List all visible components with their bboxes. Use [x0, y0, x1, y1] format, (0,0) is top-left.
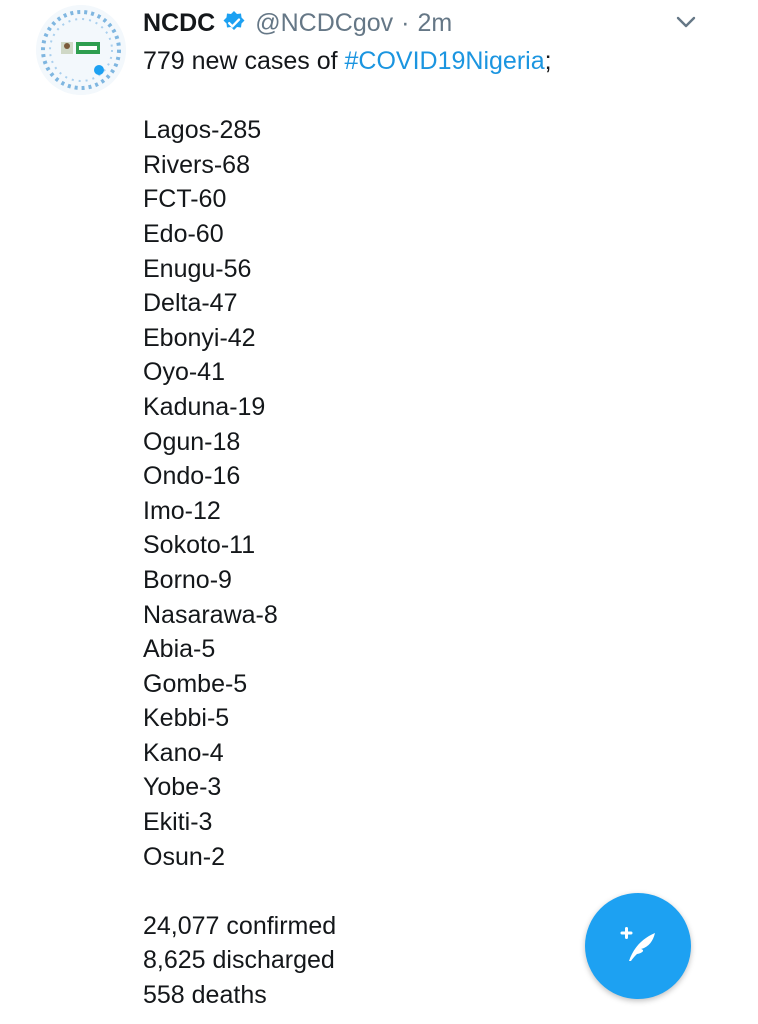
state-line: Imo-12 — [143, 496, 221, 525]
state-line: Delta-47 — [143, 289, 238, 318]
spacer — [143, 874, 552, 909]
state-line: Abia-5 — [143, 635, 216, 664]
state-line: Borno-9 — [143, 565, 232, 594]
state-line: Ekiti-3 — [143, 808, 213, 837]
compose-tweet-icon — [615, 921, 661, 972]
header-separator: · — [401, 8, 410, 37]
verified-badge-icon — [221, 10, 247, 36]
state-line: Kano-4 — [143, 738, 224, 767]
tweet-header — [143, 6, 452, 40]
state-line: FCT-60 — [143, 185, 227, 214]
author-name[interactable]: NCDC — [143, 8, 216, 37]
chevron-down-icon[interactable] — [672, 10, 700, 34]
state-line: Kebbi-5 — [143, 704, 230, 733]
state-line: Oyo-41 — [143, 358, 225, 387]
discharged-total: 8,625 discharged — [143, 946, 335, 975]
totals-list — [143, 909, 552, 1013]
spacer — [143, 79, 552, 114]
state-line: Lagos-285 — [143, 116, 262, 145]
hashtag-link[interactable]: #COVID19Nigeria — [344, 47, 545, 75]
state-line: Osun-2 — [143, 842, 225, 871]
state-line: Rivers-68 — [143, 150, 250, 179]
compose-tweet-button[interactable] — [585, 893, 691, 999]
state-line: Nasarawa-8 — [143, 600, 278, 629]
state-line: Ebonyi-42 — [143, 323, 256, 352]
author-handle[interactable]: @NCDCgov — [255, 8, 394, 37]
confirmed-total: 24,077 confirmed — [143, 911, 337, 940]
deaths-total: 558 deaths — [143, 981, 267, 1010]
state-line: Sokoto-11 — [143, 531, 256, 560]
state-line: Edo-60 — [143, 219, 224, 248]
author-avatar[interactable] — [36, 5, 126, 95]
state-cases-list — [143, 113, 552, 874]
tweet-timestamp[interactable]: 2m — [417, 8, 453, 37]
tweet-intro — [143, 44, 552, 79]
state-line: Ogun-18 — [143, 427, 241, 456]
intro-text: 779 new cases of — [143, 47, 345, 75]
tweet-text — [143, 44, 552, 1013]
state-line: Gombe-5 — [143, 669, 248, 698]
intro-suffix: ; — [544, 47, 552, 75]
state-line: Enugu-56 — [143, 254, 252, 283]
state-line: Ondo-16 — [143, 462, 241, 491]
state-line: Yobe-3 — [143, 773, 222, 802]
state-line: Kaduna-19 — [143, 392, 266, 421]
